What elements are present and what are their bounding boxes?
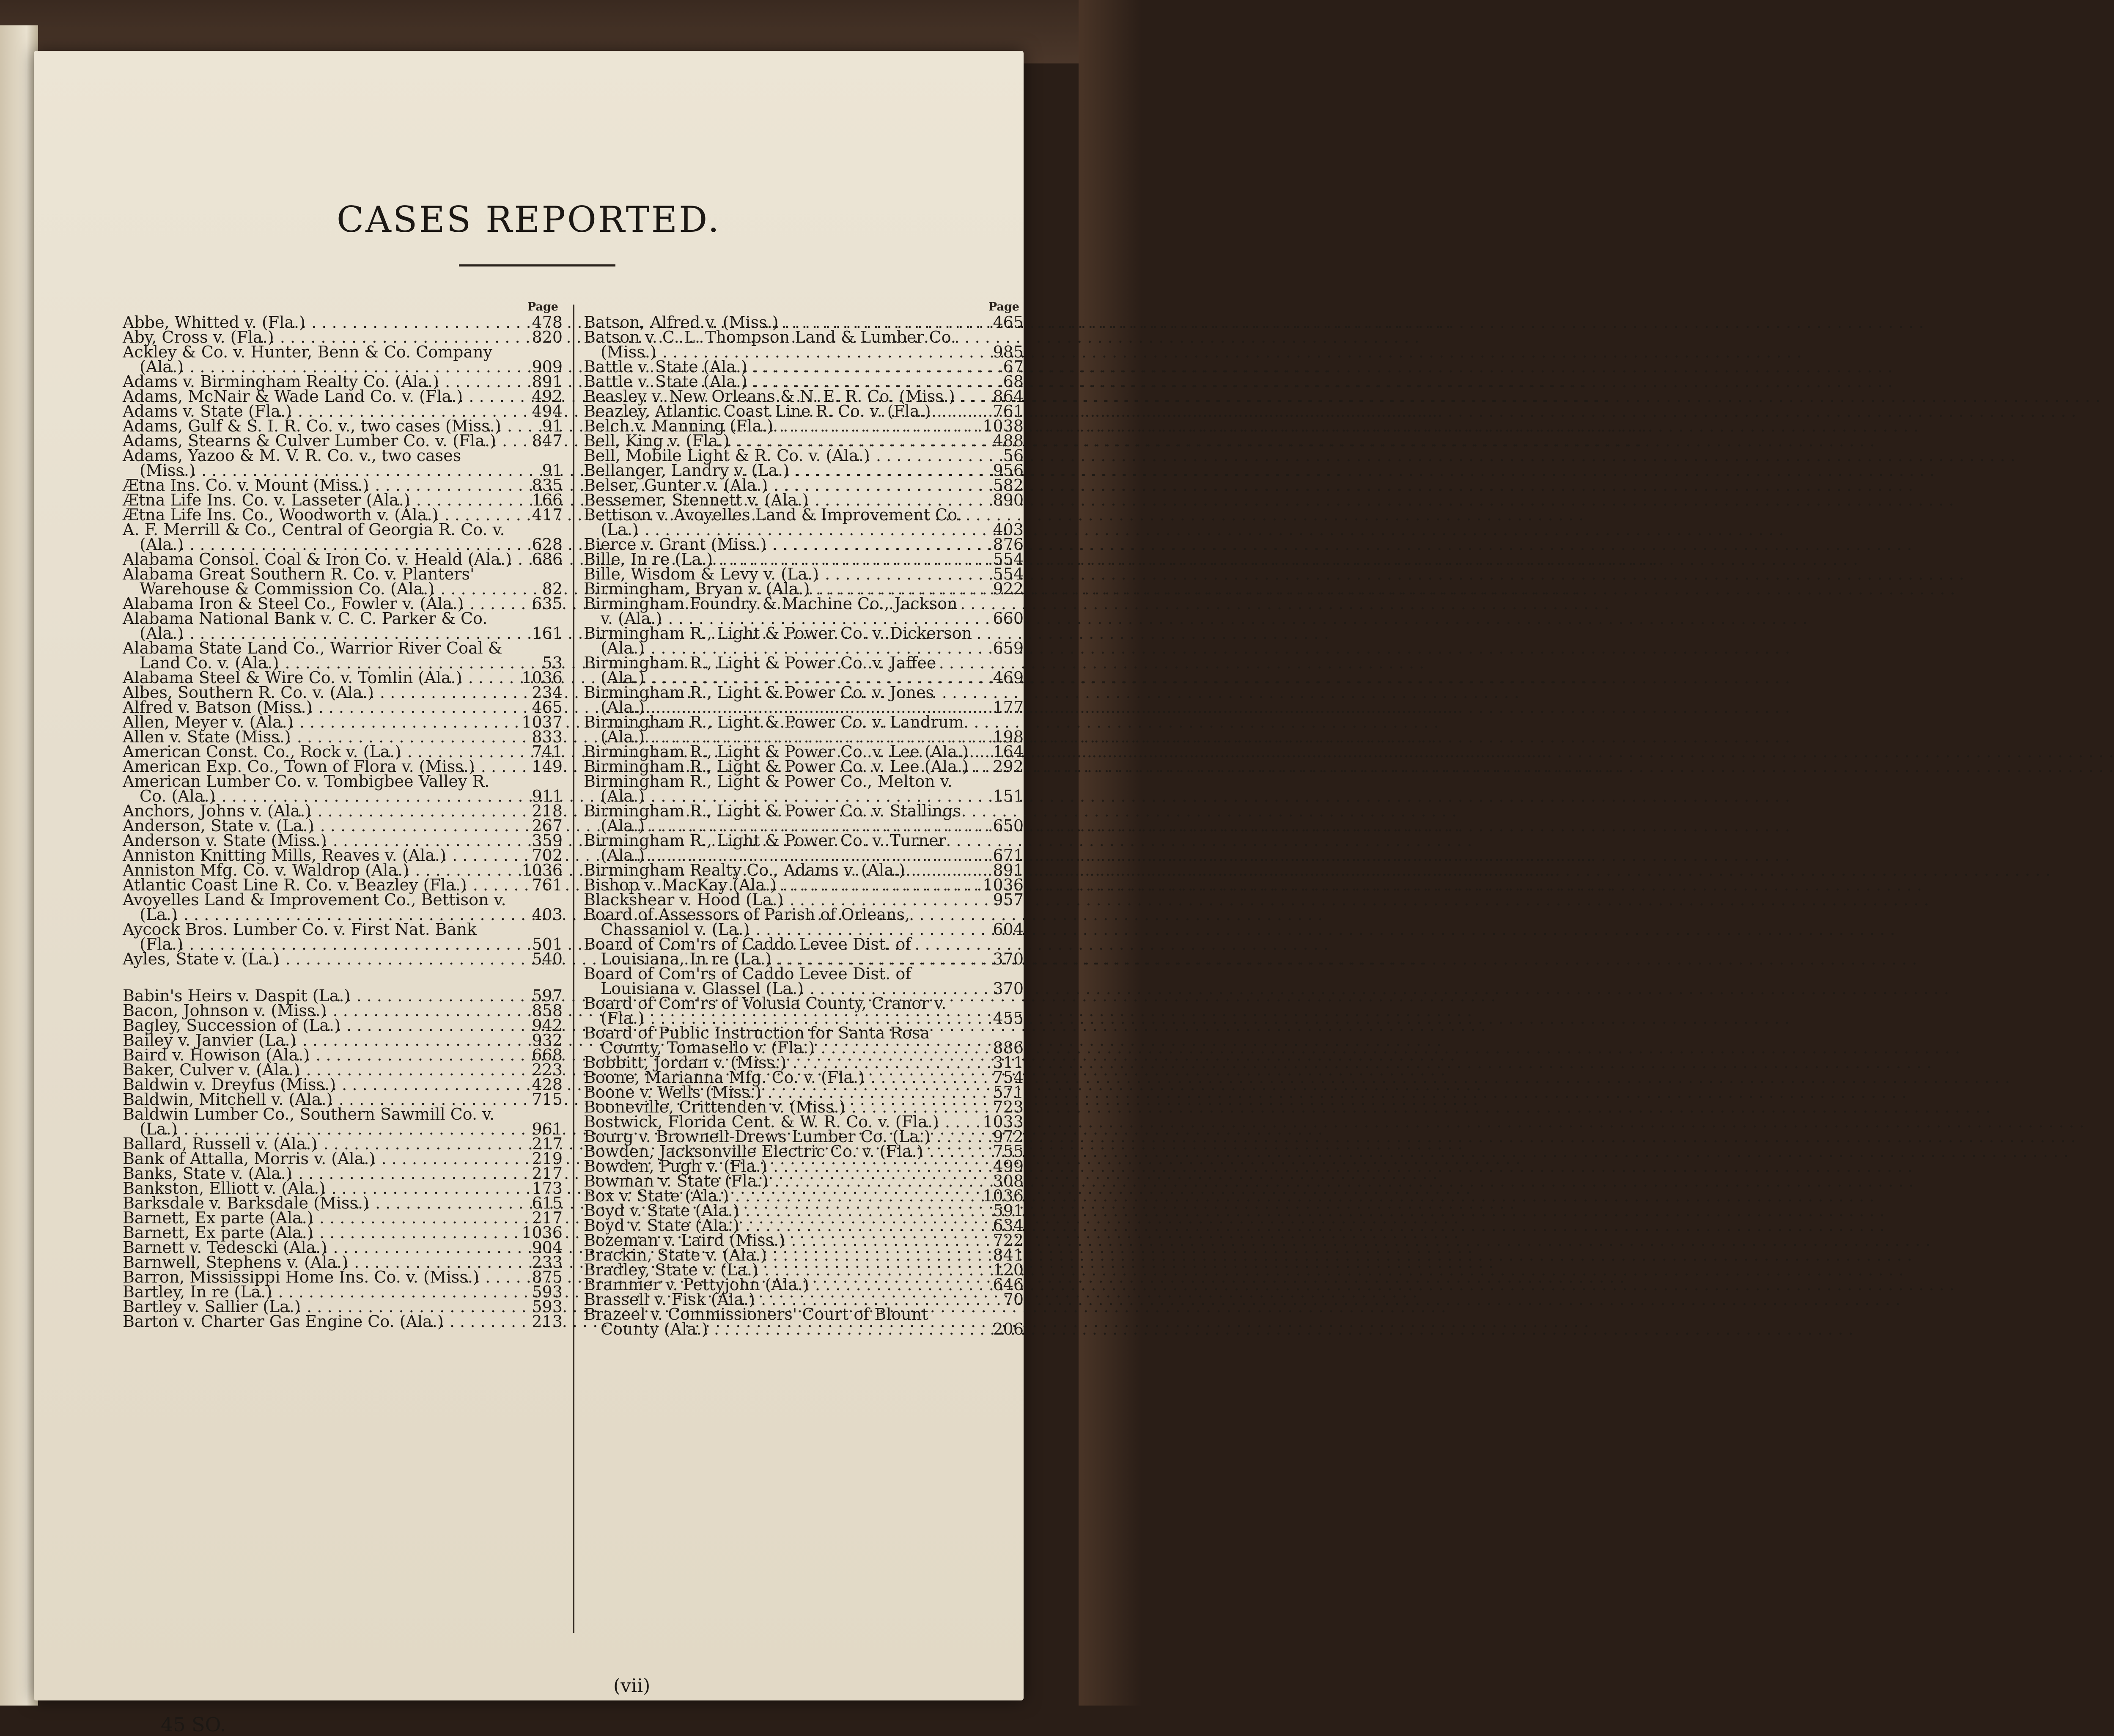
case-entry: [123, 611, 563, 641]
case-page-number: 234: [532, 683, 563, 702]
case-entry: [584, 715, 1024, 744]
case-name: Aycock Bros. Lumber Co. v. First Nat. Bank (Fla.) . . .: [123, 922, 513, 952]
case-page-number: 359: [532, 831, 563, 850]
case-page-number: 820: [532, 328, 563, 346]
section-gap: [123, 967, 563, 989]
case-page-number: 91: [542, 461, 563, 480]
case-page-number: 646: [993, 1275, 1024, 1294]
case-name: Bartley, In re (La.) . . .: [123, 1285, 513, 1299]
case-name: Boyd v. State (Ala.) . . .: [584, 1218, 974, 1233]
case-page-number: 961: [532, 1120, 563, 1138]
case-name: Bettison v. Avoyelles Land & Improvement Co. (La.) . . .: [584, 508, 974, 537]
right-entries: [584, 315, 1024, 1337]
case-page-number: 571: [993, 1083, 1024, 1101]
case-name: American Exp. Co., Town of Flora v. (Miss.) . . .: [123, 759, 513, 774]
case-page-number: 540: [532, 950, 563, 968]
case-name: Bailey v. Janvier (La.) . . .: [123, 1033, 513, 1048]
case-name: Anchors, Johns v. (Ala.) . . .: [123, 804, 513, 819]
case-page-number: 754: [993, 1068, 1024, 1087]
case-name: Birmingham R., Light & Power Co. v. Stallings (Ala.) . . .: [584, 804, 974, 833]
case-name: American Lumber Co. v. Tombigbee Valley R. Co. (Ala.) . . .: [123, 774, 513, 804]
case-name: Brackin, State v. (Ala.) . . .: [584, 1248, 974, 1263]
case-name: Adams, Gulf & S. I. R. Co. v., two cases (Miss.) . . .: [123, 419, 513, 434]
case-page-number: 492: [532, 387, 563, 406]
case-name: Barnwell, Stephens v. (Ala.) . . .: [123, 1255, 513, 1270]
page-column-header: Page: [988, 300, 1019, 313]
case-name: Belch v. Manning (Fla.) . . .: [584, 419, 974, 434]
page-folio: (vii): [613, 1675, 651, 1697]
case-page-number: 370: [993, 950, 1024, 968]
left-column: [123, 300, 563, 1329]
case-page-number: 56: [1003, 446, 1024, 465]
case-page-number: 173: [532, 1179, 563, 1198]
case-name: Adams v. Birmingham Realty Co. (Ala.) . . .: [123, 374, 513, 389]
case-page-number: 217: [532, 1134, 563, 1153]
case-page-number: 890: [993, 491, 1024, 509]
case-page-number: 922: [993, 580, 1024, 598]
case-page-number: 741: [532, 742, 563, 761]
case-page-number: 82: [542, 580, 563, 598]
case-page-number: 469: [993, 668, 1024, 687]
case-page-number: 501: [532, 935, 563, 953]
case-entry: [584, 685, 1024, 715]
case-page-number: 70: [1003, 1290, 1024, 1309]
case-entry: [584, 626, 1024, 656]
case-name: Battle v. State (Ala.) . . .: [584, 374, 974, 389]
case-page-number: 311: [993, 1053, 1024, 1072]
case-name: Birmingham R., Light & Power Co. v. Dickerson (Ala.) . . .: [584, 626, 974, 656]
case-page-number: 932: [532, 1031, 563, 1049]
case-name: Bozeman v. Laird (Miss.) . . .: [584, 1233, 974, 1248]
case-name: Birmingham R., Light & Power Co. v. Landrum (Ala.) . . .: [584, 715, 974, 744]
case-page-number: 1036: [983, 876, 1024, 894]
case-entry: [123, 890, 563, 924]
case-name: Alabama Steel & Wire Co. v. Tomlin (Ala.) . . .: [123, 670, 513, 685]
case-page-number: 1036: [522, 861, 563, 879]
adjacent-page-edge: [0, 25, 38, 1706]
case-entry: [123, 641, 563, 670]
case-name: Belser, Gunter v. (Ala.) . . .: [584, 478, 974, 493]
case-name: Atlantic Coast Line R. Co. v. Beazley (Fla.) . . .: [123, 878, 513, 893]
case-entry: [123, 1314, 563, 1329]
case-entry: [584, 964, 1024, 998]
case-name: Anderson, State v. (La.) . . .: [123, 819, 513, 833]
case-page-number: 650: [993, 816, 1024, 835]
case-entry: [584, 833, 1024, 863]
case-page-number: 1037: [522, 713, 563, 731]
case-name: Bellanger, Landry v. (La.) . . .: [584, 463, 974, 478]
case-page-number: 593: [532, 1283, 563, 1301]
case-name: Board of Com'rs of Volusia County, Cranor v. (Fla.) . . .: [584, 996, 974, 1026]
case-name: Box v. State (Ala.) . . .: [584, 1189, 974, 1203]
case-page-number: 417: [532, 505, 563, 524]
case-page-number: 591: [993, 1201, 1024, 1220]
case-page-number: 715: [532, 1090, 563, 1109]
case-name: Baldwin, Mitchell v. (Ala.) . . .: [123, 1092, 513, 1107]
case-entry: [584, 937, 1024, 967]
case-page-number: 465: [993, 313, 1024, 332]
case-name: Allen v. State (Miss.) . . .: [123, 730, 513, 744]
case-name: Bagley, Succession of (La.) . . .: [123, 1018, 513, 1033]
case-name: Adams, Yazoo & M. V. R. Co. v., two cases (Miss.) . . .: [123, 448, 513, 478]
case-page-number: 686: [532, 550, 563, 569]
case-name: Bobbitt, Jordan v. (Miss.) . . .: [584, 1055, 974, 1070]
case-name: Bacon, Johnson v. (Miss.) . . .: [123, 1003, 513, 1018]
case-name: Bartley v. Sallier (La.) . . .: [123, 1299, 513, 1314]
case-page-number: 864: [993, 387, 1024, 406]
case-page-number: 604: [993, 920, 1024, 939]
case-page-number: 428: [532, 1075, 563, 1094]
case-name: A. F. Merrill & Co., Central of Georgia R. Co. v. (Ala.) . . .: [123, 522, 513, 552]
case-entry: [123, 952, 563, 967]
left-entries: [123, 315, 563, 1329]
case-page-number: 755: [993, 1142, 1024, 1161]
case-entry: [584, 1026, 1024, 1055]
case-name: Baker, Culver v. (Ala.) . . .: [123, 1063, 513, 1077]
case-page-number: 233: [532, 1253, 563, 1272]
case-page-number: 206: [993, 1320, 1024, 1338]
case-page-number: 164: [993, 742, 1024, 761]
case-page-number: 161: [532, 624, 563, 643]
case-name: Baird v. Howison (Ala.) . . .: [123, 1048, 513, 1063]
case-name: Birmingham R., Light & Power Co. v. Jaffee (Ala.) . . .: [584, 656, 974, 685]
case-page-number: 904: [532, 1238, 563, 1257]
case-page-number: 1036: [522, 1223, 563, 1242]
case-page-number: 956: [993, 461, 1024, 480]
case-name: Battle v. State (Ala.) . . .: [584, 360, 974, 374]
case-name: Bell, King v. (Fla.) . . .: [584, 434, 974, 448]
case-name: Birmingham R., Light & Power Co. v. Turner (Ala.) . . .: [584, 833, 974, 863]
case-page-number: 1036: [983, 1187, 1024, 1205]
case-name: Alabama Iron & Steel Co., Fowler v. (Ala.) . . .: [123, 596, 513, 611]
case-page-number: 1033: [983, 1112, 1024, 1131]
case-page-number: 223: [532, 1060, 563, 1079]
case-name: Barnett v. Tedescki (Ala.) . . .: [123, 1240, 513, 1255]
case-page-number: 582: [993, 476, 1024, 494]
case-page-number: 876: [993, 535, 1024, 554]
case-name: Bille, In re (La.) . . .: [584, 552, 974, 567]
case-page-number: 198: [993, 728, 1024, 746]
case-name: Bradley, State v. (La.) . . .: [584, 1263, 974, 1277]
case-page-number: 91: [542, 417, 563, 435]
case-page-number: 499: [993, 1157, 1024, 1176]
case-page-number: 891: [993, 861, 1024, 879]
case-page-number: 886: [993, 1038, 1024, 1057]
signature-mark: 45 SO.: [161, 1713, 226, 1736]
case-entry: [123, 567, 563, 596]
case-page-number: 166: [532, 491, 563, 509]
case-name: Brassell v. Fisk (Ala.) . . .: [584, 1292, 974, 1307]
case-entry: [584, 907, 1024, 937]
case-name: Booneville, Crittenden v. (Miss.) . . .: [584, 1100, 974, 1115]
case-name: Batson v. C. L. Thompson Land & Lumber Co. (Miss.) . . .: [584, 330, 974, 360]
case-page-number: 217: [532, 1209, 563, 1227]
case-page-number: 660: [993, 609, 1024, 628]
case-name: Bank of Attalla, Morris v. (Ala.) . . .: [123, 1151, 513, 1166]
case-page-number: 985: [993, 343, 1024, 361]
case-entry: [123, 345, 563, 374]
case-name: Barksdale v. Barksdale (Miss.) . . .: [123, 1196, 513, 1211]
case-name: Adams, Stearns & Culver Lumber Co. v. (Fla.) . . .: [123, 434, 513, 448]
case-name: Bessemer, Stennett v. (Ala.) . . .: [584, 493, 974, 508]
case-name: American Const. Co., Rock v. (La.) . . .: [123, 744, 513, 759]
case-page-number: 957: [993, 890, 1024, 909]
case-page-number: 465: [532, 698, 563, 717]
case-name: Ætna Life Ins. Co. v. Lasseter (Ala.) . . .: [123, 493, 513, 508]
case-entry: [123, 448, 563, 478]
case-page-number: 213: [532, 1312, 563, 1331]
case-name: Birmingham R., Light & Power Co. v. Lee (Ala.) . . .: [584, 744, 974, 759]
case-page-number: 891: [532, 372, 563, 391]
case-name: Allen, Meyer v. (Ala.) . . .: [123, 715, 513, 730]
case-name: Ballard, Russell v. (Ala.) . . .: [123, 1137, 513, 1151]
case-page-number: 308: [993, 1172, 1024, 1190]
case-entry: [123, 1107, 563, 1137]
case-entry: [584, 1307, 1024, 1337]
case-name: Board of Public Instruction for Santa Rosa County, Tomasello v. (Fla.) . . .: [584, 1026, 974, 1055]
case-name: Bille, Wisdom & Levy v. (La.) . . .: [584, 567, 974, 582]
case-name: Batson, Alfred v. (Miss.) . . .: [584, 315, 974, 330]
case-name: Bell, Mobile Light & R. Co. v. (Ala.) . . .: [584, 448, 974, 463]
title-rule: [459, 264, 615, 266]
case-page-number: 554: [993, 550, 1024, 569]
case-page-number: 972: [993, 1127, 1024, 1146]
case-name: Barnett, Ex parte (Ala.) . . .: [123, 1211, 513, 1225]
case-page-number: 403: [532, 905, 563, 924]
case-entry: [123, 522, 563, 552]
case-name: Beasley v. New Orleans & N. E. R. Co. (Miss.) . . .: [584, 389, 974, 404]
case-page-number: 217: [532, 1164, 563, 1183]
case-name: Board of Com'rs of Caddo Levee Dist. of Louisiana, In re (La.) . . .: [584, 937, 974, 967]
case-page-number: 671: [993, 846, 1024, 865]
case-name: Beazley, Atlantic Coast Line R. Co. v. (Fla.) . . .: [584, 404, 974, 419]
case-name: Albes, Southern R. Co. v. (Ala.) . . .: [123, 685, 513, 700]
case-page-number: 68: [1003, 372, 1024, 391]
book-page: [34, 51, 1024, 1736]
case-name: Abbe, Whitted v. (Fla.) . . .: [123, 315, 513, 330]
case-page-number: 858: [532, 1001, 563, 1020]
page-title: CASES REPORTED.: [336, 199, 721, 240]
case-name: Birmingham, Bryan v. (Ala.) . . .: [584, 582, 974, 596]
case-page-number: 761: [993, 402, 1024, 420]
case-name: Baldwin v. Dreyfus (Miss.) . . .: [123, 1077, 513, 1092]
case-page-number: 835: [532, 476, 563, 494]
case-name: Alfred v. Batson (Miss.) . . .: [123, 700, 513, 715]
case-name: Alabama National Bank v. C. C. Parker & Co. (Ala.) . . .: [123, 611, 513, 641]
case-name: Avoyelles Land & Improvement Co., Bettison v. (La.) . . .: [123, 893, 513, 922]
case-page-number: 53: [542, 654, 563, 672]
case-name: Ætna Ins. Co. v. Mount (Miss.) . . .: [123, 478, 513, 493]
case-page-number: 723: [993, 1098, 1024, 1116]
case-entry: [584, 330, 1024, 360]
case-name: Blackshear v. Hood (La.) . . .: [584, 893, 974, 907]
case-name: Ætna Life Ins. Co., Woodworth v. (Ala.) . . .: [123, 508, 513, 522]
case-page-number: 218: [532, 802, 563, 820]
case-name: Board of Com'rs of Caddo Levee Dist. of Louisiana v. Glassel (La.) . . .: [584, 967, 974, 996]
case-page-number: 659: [993, 639, 1024, 657]
case-name: Barnett, Ex parte (Ala.) . . .: [123, 1225, 513, 1240]
case-page-number: 219: [532, 1149, 563, 1168]
case-name: Boone v. Wells (Miss.) . . .: [584, 1085, 974, 1100]
case-name: Adams v. State (Fla.) . . .: [123, 404, 513, 419]
case-name: Boyd v. State (Ala.) . . .: [584, 1203, 974, 1218]
case-name: Adams, McNair & Wade Land Co. v. (Fla.) . . .: [123, 389, 513, 404]
case-name: Anderson v. State (Miss.) . . .: [123, 833, 513, 848]
case-name: Bierce v. Grant (Miss.) . . .: [584, 537, 974, 552]
case-name: Birmingham R., Light & Power Co. v. Lee (Ala.) . . .: [584, 759, 974, 774]
case-page-number: 488: [993, 431, 1024, 450]
case-name: Bostwick, Florida Cent. & W. R. Co. v. (Fla.) . . .: [584, 1115, 974, 1129]
case-name: Birmingham Foundry & Machine Co., Jackson v. (Ala.) . . .: [584, 596, 974, 626]
right-column: [584, 300, 1024, 1337]
case-name: Brazeel v. Commissioners' Court of Blount County (Ala.) . . .: [584, 1307, 974, 1337]
case-entry: [123, 774, 563, 804]
page-column-header: Page: [527, 300, 558, 313]
case-page-number: 841: [993, 1246, 1024, 1264]
case-name: Birmingham R., Light & Power Co., Melton v. (Ala.) . . .: [584, 774, 974, 804]
case-name: Alabama State Land Co., Warrior River Coal & Land Co. v. (Ala.) . . .: [123, 641, 513, 670]
case-entry: [584, 996, 1024, 1026]
case-name: Babin's Heirs v. Daspit (La.) . . .: [123, 989, 513, 1003]
case-page-number: 702: [532, 846, 563, 865]
case-name: Birmingham R., Light & Power Co. v. Jones (Ala.) . . .: [584, 685, 974, 715]
case-name: Bowman v. State (Fla.) . . .: [584, 1174, 974, 1189]
case-entry: [123, 922, 563, 952]
case-entry: [584, 505, 1024, 539]
case-page-number: 833: [532, 728, 563, 746]
case-name: Board of Assessors of Parish of Orleans, Chassaniol v. (La.) . . .: [584, 907, 974, 937]
case-page-number: 292: [993, 757, 1024, 776]
case-page-number: 267: [532, 816, 563, 835]
case-name: Bankston, Elliott v. (Ala.) . . .: [123, 1181, 513, 1196]
case-name: Bowden, Jacksonville Electric Co. v. (Fla.) . . .: [584, 1144, 974, 1159]
case-page-number: 597: [532, 986, 563, 1005]
case-page-number: 177: [993, 698, 1024, 717]
case-name: Brammer v. Pettyjohn (Ala.) . . .: [584, 1277, 974, 1292]
case-entry: [584, 774, 1024, 804]
case-page-number: 403: [993, 520, 1024, 539]
case-page-number: 628: [532, 535, 563, 554]
case-name: Alabama Great Southern R. Co. v. Planters' Warehouse & Commission Co. (Ala.) . . .: [123, 567, 513, 596]
case-name: Anniston Mfg. Co. v. Waldrop (Ala.) . . .: [123, 863, 513, 878]
case-name: Barron, Mississippi Home Ins. Co. v. (Miss.) . . .: [123, 1270, 513, 1285]
case-name: Bourg v. Brownell-Drews Lumber Co. (La.) . . .: [584, 1129, 974, 1144]
case-page-number: 909: [532, 357, 563, 376]
case-name: Ayles, State v. (La.) . . .: [123, 952, 513, 967]
case-page-number: 1036: [522, 668, 563, 687]
case-page-number: 67: [1003, 357, 1024, 376]
case-name: Birmingham Realty Co., Adams v. (Ala.) . . .: [584, 863, 974, 878]
case-page-number: 668: [532, 1046, 563, 1064]
case-page-number: 149: [532, 757, 563, 776]
case-entry: [584, 804, 1024, 833]
case-name: Aby, Cross v. (Fla.) . . .: [123, 330, 513, 345]
case-page-number: 478: [532, 313, 563, 332]
case-page-number: 370: [993, 979, 1024, 998]
case-page-number: 635: [532, 594, 563, 613]
case-name: Bowden, Pugh v. (Fla.) . . .: [584, 1159, 974, 1174]
case-page-number: 593: [532, 1297, 563, 1316]
case-entry: [584, 656, 1024, 685]
case-page-number: 761: [532, 876, 563, 894]
case-page-number: 722: [993, 1231, 1024, 1250]
case-page-number: 494: [532, 402, 563, 420]
case-page-number: 1038: [983, 417, 1024, 435]
case-name: Baldwin Lumber Co., Southern Sawmill Co. v. (La.) . . .: [123, 1107, 513, 1137]
case-page-number: 120: [993, 1261, 1024, 1279]
case-page-number: 455: [993, 1009, 1024, 1027]
case-page-number: 634: [993, 1216, 1024, 1235]
case-page-number: 554: [993, 565, 1024, 583]
case-page-number: 847: [532, 431, 563, 450]
case-name: Banks, State v. (Ala.) . . .: [123, 1166, 513, 1181]
case-page-number: 911: [532, 787, 563, 805]
case-name: Boone, Marianna Mfg. Co. v. (Fla.) . . .: [584, 1070, 974, 1085]
case-name: Alabama Consol. Coal & Iron Co. v. Heald (Ala.) . . .: [123, 552, 513, 567]
case-page-number: 875: [532, 1268, 563, 1286]
case-page-number: 151: [993, 787, 1024, 805]
case-page-number: 615: [532, 1194, 563, 1212]
case-entry: [584, 596, 1024, 626]
case-name: Barton v. Charter Gas Engine Co. (Ala.) . . .: [123, 1314, 513, 1329]
case-name: Ackley & Co. v. Hunter, Benn & Co. Company (Ala.) . . .: [123, 345, 513, 374]
case-name: Anniston Knitting Mills, Reaves v. (Ala.) . . .: [123, 848, 513, 863]
case-page-number: 942: [532, 1016, 563, 1035]
case-name: Bishop v. MacKay (Ala.) . . .: [584, 878, 974, 893]
